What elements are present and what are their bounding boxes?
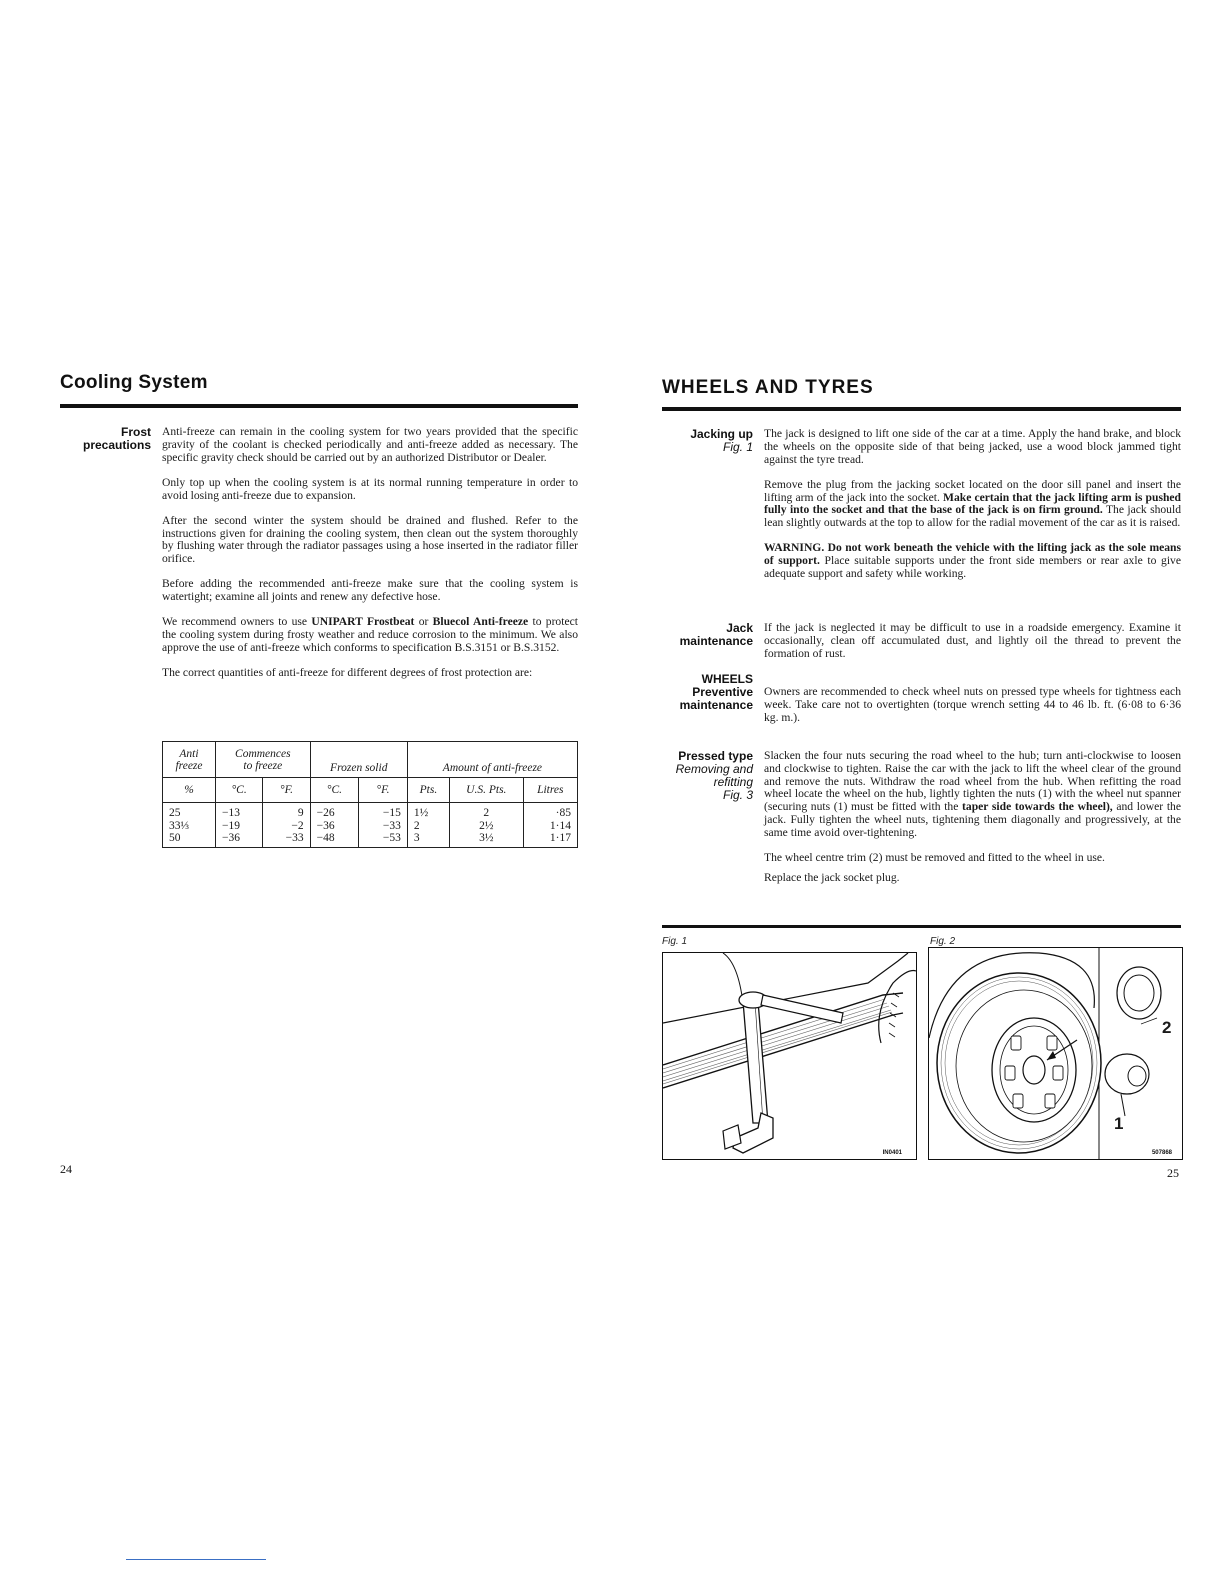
paragraph: Replace the jack socket plug. — [764, 870, 900, 884]
right-page-number: 25 — [1167, 1166, 1179, 1180]
paragraph: Only top up when the cooling system is at its normal running temperature in order to avoid losing anti-freeze due to expansion. — [162, 475, 578, 502]
fig2-code: 507868 — [1151, 1150, 1172, 1156]
fig1-jack-illustration — [662, 952, 917, 1160]
data-cell: −26 −36 −48 — [310, 803, 359, 848]
figures-rule — [662, 925, 1181, 928]
wheels-maintenance-text: Owners are recommended to check wheel nuts on pressed type wheels for tightness each week. Take care not to overtighten (torque wrench setting 44 to 46 lb. ft. (6·08 to 6·36 kg. m.). — [764, 685, 1181, 724]
jack-maintenance-text: If the jack is neglected it may be difficult to use in a roadside emergency. Examine it occasionally, clean off accumulated dust, and lightly oil the thread to prevent the formation of rust. — [764, 621, 1181, 660]
paragraph: The correct quantities of anti-freeze for different degrees of frost protection are: — [162, 666, 533, 680]
fig1-code: IN0401 — [882, 1150, 902, 1156]
fig1-label: Fig. 1 — [662, 936, 688, 947]
pressed-type-text — [764, 750, 1181, 897]
paragraph: The wheel centre trim (2) must be removed and fitted to the wheel in use. — [764, 850, 1105, 864]
frost-precautions-text — [162, 426, 578, 692]
warning-paragraph: WARNING. Do not work beneath the vehicle with the lifting jack as the sole means of support. Place suitable supports under the front side members or rear axle to give adequate support and safety while working. — [764, 541, 1181, 580]
jack-maintenance-heading: Jack maintenance — [679, 621, 753, 648]
paragraph: Before adding the recommended anti-freeze make sure that the cooling system is watertight; examine all joints and renew any defective hose. — [162, 577, 578, 604]
paragraph: Slacken the four nuts securing the road wheel to the hub; turn anti-clockwise to loosen and clockwise to tighten. Raise the car with the jack to lift the wheel clear of the ground and remove the nuts. Withdraw the road wheel from the hub. When refitting the road wheel locate the wheel on the hub, lightly tighten the nuts (1) with the wheel nut spanner (securing nuts (1) must be fitted with the taper side towards the wheel), and lower the jack. Fully tighten the wheel nuts, tightening them diagonally and progressively, at the same time avoid over-tightening. — [764, 749, 1181, 839]
left-page-number: 24 — [60, 1162, 72, 1176]
paragraph: After the second winter the system should be drained and flushed. Refer to the instructions given for draining the cooling system, then clean out the system thoroughly by flushing water through the radiator passages using a hose inserted in the radiator filler orifice. — [162, 513, 578, 566]
paragraph: The jack is designed to lift one side of the car at a time. Apply the hand brake, and block the wheels on the opposite side of that being jacked, use a wood block jammed tight against the tyre tread. — [764, 427, 1181, 466]
header-amount: Amount of anti-freeze — [407, 742, 577, 778]
jacking-up-heading: Jacking up Fig. 1 — [690, 427, 753, 454]
right-title-rule — [662, 407, 1181, 411]
footer-link-underline — [126, 1559, 266, 1560]
frost-precautions-heading: Frost precautions — [82, 425, 151, 452]
data-cell: −15 −33 −53 — [359, 803, 408, 848]
unit-cell: % — [163, 778, 216, 803]
unit-cell: °F. — [359, 778, 408, 803]
callout-2: 2 — [1162, 1018, 1172, 1037]
antifreeze-table — [162, 741, 578, 848]
unit-cell: Litres — [523, 778, 577, 803]
data-cell: −13 −19 −36 — [216, 803, 263, 848]
callout-1: 1 — [1114, 1114, 1124, 1133]
wheels-maintenance-heading: WHEELS Preventive maintenance — [679, 672, 753, 712]
data-cell: 9 −2 −33 — [263, 803, 310, 848]
unit-cell: U.S. Pts. — [450, 778, 524, 803]
left-page-title: Cooling System — [60, 372, 208, 393]
paragraph-recommendation: We recommend owners to use UNIPART Frostbeat or Bluecol Anti-freeze to protect the cooling system during frosty weather and reduce corrosion to the minimum. We also approve the use of anti-freeze which conforms to specification B.S.3151 or B.S.3152. — [162, 615, 578, 654]
data-cell: 25 33⅓ 50 — [163, 803, 216, 848]
header-anti-freeze: Anti freeze — [163, 742, 216, 778]
fig2-label: Fig. 2 — [930, 936, 956, 947]
wheel-drawing — [929, 948, 1182, 1159]
unit-cell: °C. — [310, 778, 359, 803]
data-cell: ·85 1·14 1·17 — [523, 803, 577, 848]
pressed-type-heading: Pressed type Removing and refitting Fig. 3 — [675, 749, 753, 802]
data-cell: 2 2½ 3½ — [450, 803, 524, 848]
fig2-wheel-illustration — [928, 947, 1183, 1160]
unit-cell: Pts. — [407, 778, 449, 803]
data-cell: 1½ 2 3 — [407, 803, 449, 848]
unit-cell: °F. — [263, 778, 310, 803]
paragraph: Anti-freeze can remain in the cooling system for two years provided that the specific gravity of the coolant is checked periodically and anti-freeze added as necessary. The specific gravity check should be carried out by an authorized Distributor or Dealer. — [162, 425, 578, 464]
header-frozen-solid: Frozen solid — [310, 742, 407, 778]
left-title-rule — [60, 404, 578, 408]
paragraph: Remove the plug from the jacking socket located on the door sill panel and insert the lifting arm of the jack into the socket. Make certain that the jack lifting arm is pushed fully into the socket and that the base of the jack is on firm ground. The jack should lean slightly outwards at the top to allow for the radial movement of the car as it is raised. — [764, 477, 1181, 530]
right-page-title: WHEELS AND TYRES — [662, 377, 874, 398]
unit-cell: °C. — [216, 778, 263, 803]
jack-drawing — [663, 953, 916, 1159]
jacking-up-text — [764, 428, 1181, 593]
header-commences: Commences to freeze — [216, 742, 311, 778]
